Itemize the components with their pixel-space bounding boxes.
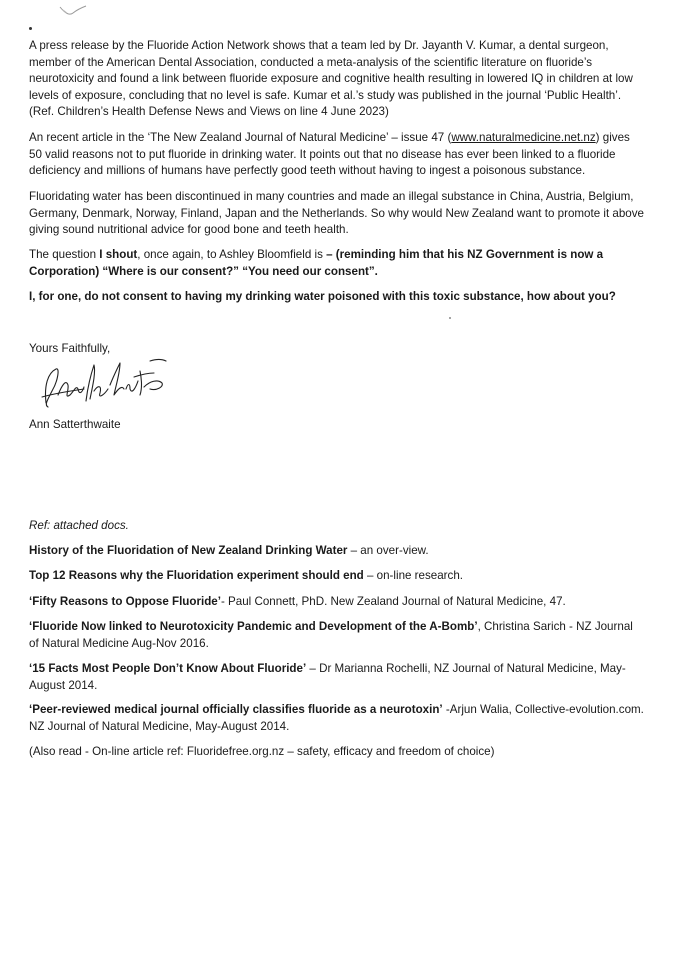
reference-title: ‘Fifty Reasons to Oppose Fluoride’ xyxy=(29,595,221,608)
scan-dot xyxy=(29,27,32,30)
handwritten-signature xyxy=(36,355,172,417)
paragraph-press-release-text: by the Fluoride Action Network shows that a team led by Dr. Jayanth V. Kumar, a dental surgeon, member of the American Dental Association, conducted a meta-analysis of the scientific literature on fluoride’s neurotoxicity and found a link between fluoride exposure and cognitive health resulting in lowered IQ in children at low levels of exposure, concluding that no level is safe. Kumar et al.’s study was published in the journal ‘Public Health’. (Ref. Children’s Health Defense News and Views on line 4 June 2023) xyxy=(29,39,633,119)
question-consent: – (reminding him that his NZ Government is now a Corporation) “Where is our consent?” “You need our consent”. xyxy=(29,248,604,278)
also-read-text: (Also read - On-line article ref: Fluoridefree.org.nz – safety, efficacy and freedom of choice) xyxy=(29,745,495,758)
paragraph-discontinued-text: Fluoridating water has been discontinued in many countries and made an illegal substance in China, Austria, Belgium, Germany, Denmark, Norway, Finland, Japan and the Netherlands. So why would New Zealand want to promote it above giving sound nutritional advice for good bone and teeth health. xyxy=(29,190,644,237)
reference-item xyxy=(29,619,645,652)
paragraph-journal-text-2: ) gives 50 valid reasons not to put fluoride in drinking water. It points out that no disease has ever been linked to a fluoride deficiency and millions of humans have perfectly good teeth without having to ingest a poisonous substance. xyxy=(29,131,630,178)
reference-detail: - Paul Connett, PhD. New Zealand Journal of Natural Medicine, 47. xyxy=(220,595,566,608)
reference-title: ‘15 Facts Most People Don’t Know About Fluoride’ xyxy=(29,662,307,675)
paragraph-journal-text-1: An recent article in the ‘The New Zealand Journal of Natural Medicine’ – issue 47 ( xyxy=(29,131,452,144)
reference-title: History of the Fluoridation of New Zealand Drinking Water xyxy=(29,544,348,557)
question-emphasis: I shout xyxy=(99,248,138,261)
reference-item xyxy=(29,702,645,735)
reference-detail: – on-line research. xyxy=(363,569,464,582)
reference-title: ‘Fluoride Now linked to Neurotoxicity Pandemic and Development of the A-Bomb’ xyxy=(29,620,478,633)
closing-salutation: Yours Faithfully, xyxy=(29,342,111,355)
reference-detail: , Christina Sarich - NZ Journal of Natural Medicine Aug-Nov 2016. xyxy=(29,620,633,650)
references-label: Ref: attached docs. xyxy=(29,519,129,532)
also-read-note xyxy=(29,744,645,761)
reference-item xyxy=(29,543,645,560)
reference-item xyxy=(29,594,645,611)
paragraph-question xyxy=(29,247,645,280)
reference-item xyxy=(29,661,645,694)
scan-mark xyxy=(58,4,88,18)
signer-name: Ann Satterthwaite xyxy=(29,418,121,431)
paragraph-closing-statement xyxy=(29,289,645,306)
scan-speck xyxy=(449,317,451,319)
reference-title: Top 12 Reasons why the Fluoridation experiment should end xyxy=(29,569,364,582)
naturalmedicine-link[interactable]: www.naturalmedicine.net.nz xyxy=(451,131,596,144)
paragraph-discontinued xyxy=(29,189,645,239)
paragraph-press-release xyxy=(29,38,645,121)
reference-item xyxy=(29,568,645,585)
overprint-text: A press release xyxy=(29,39,109,52)
reference-detail: – an over-view. xyxy=(347,544,429,557)
paragraph-journal-article xyxy=(29,130,645,180)
closing-statement-text: I, for one, do not consent to having my drinking water poisoned with this toxic substance, how about you? xyxy=(29,290,616,303)
question-text-2: , once again, to Ashley Bloomfield is xyxy=(137,248,327,261)
reference-detail: -Arjun Walia, Collective-evolution.com. NZ Journal of Natural Medicine, May-August 2014. xyxy=(29,703,644,733)
question-text-1: The question xyxy=(29,248,100,261)
reference-detail: – Dr Marianna Rochelli, NZ Journal of Natural Medicine, May-August 2014. xyxy=(29,662,626,692)
reference-title: ‘Peer-reviewed medical journal officially classifies fluoride as a neurotoxin’ xyxy=(29,703,443,716)
